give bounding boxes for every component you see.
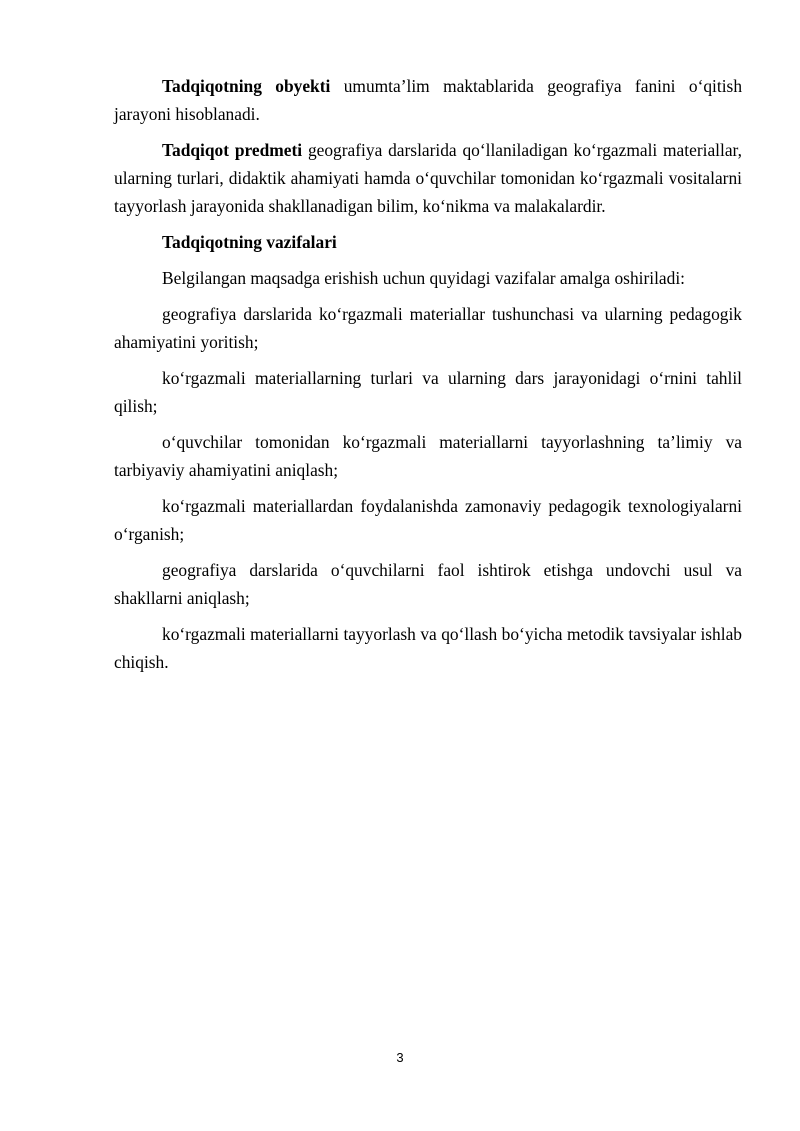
paragraph-object-text: umumta’lim maktablarida geografiya fanini o‘qitish jarayoni hisoblanadi. bbox=[114, 76, 743, 124]
task-item: ko‘rgazmali materiallarning turlari va ularning dars jarayonidagi o‘rnini tahlil qilish; bbox=[114, 368, 742, 416]
intro-paragraph: Belgilangan maqsadga erishish uchun quyidagi vazifalar amalga oshiriladi: bbox=[162, 268, 686, 288]
page-number: 3 bbox=[396, 1050, 404, 1065]
paragraph-subject bbox=[114, 136, 742, 220]
task-item: ko‘rgazmali materiallardan foydalanishda zamonaviy pedagogik texnologiyalarni o‘rganish; bbox=[114, 496, 742, 544]
task-item: ko‘rgazmali materiallarni tayyorlash va qo‘llash bo‘yicha metodik tavsiyalar ishlab chiqish. bbox=[114, 624, 742, 672]
task-item: geografiya darslarida o‘quvchilarni faol ishtirok etishga undovchi usul va shakllarni aniqlash; bbox=[114, 560, 742, 608]
paragraph-subject-text: geografiya darslarida qo‘llaniladigan ko‘rgazmali materiallar, ularning turlari, didaktik ahamiyati hamda o‘quvchilar tomonidan ko‘rgazmali vositalarni tayyorlash jarayonida shakllanadigan bilim, ko‘nikma va malakalardir. bbox=[114, 140, 742, 216]
task-item: o‘quvchilar tomonidan ko‘rgazmali materiallarni tayyorlashning ta’limiy va tarbiyaviy ahamiyatini aniqlash; bbox=[114, 432, 742, 480]
task-item: geografiya darslarida ko‘rgazmali materiallar tushunchasi va ularning pedagogik ahamiyatini yoritish; bbox=[114, 304, 742, 352]
term-subject: Tadqiqot predmeti bbox=[162, 140, 303, 160]
paragraph-object bbox=[114, 72, 742, 128]
section-heading: Tadqiqotning vazifalari bbox=[162, 232, 337, 252]
term-object: Tadqiqotning obyekti bbox=[162, 76, 331, 96]
document-page bbox=[114, 72, 742, 684]
